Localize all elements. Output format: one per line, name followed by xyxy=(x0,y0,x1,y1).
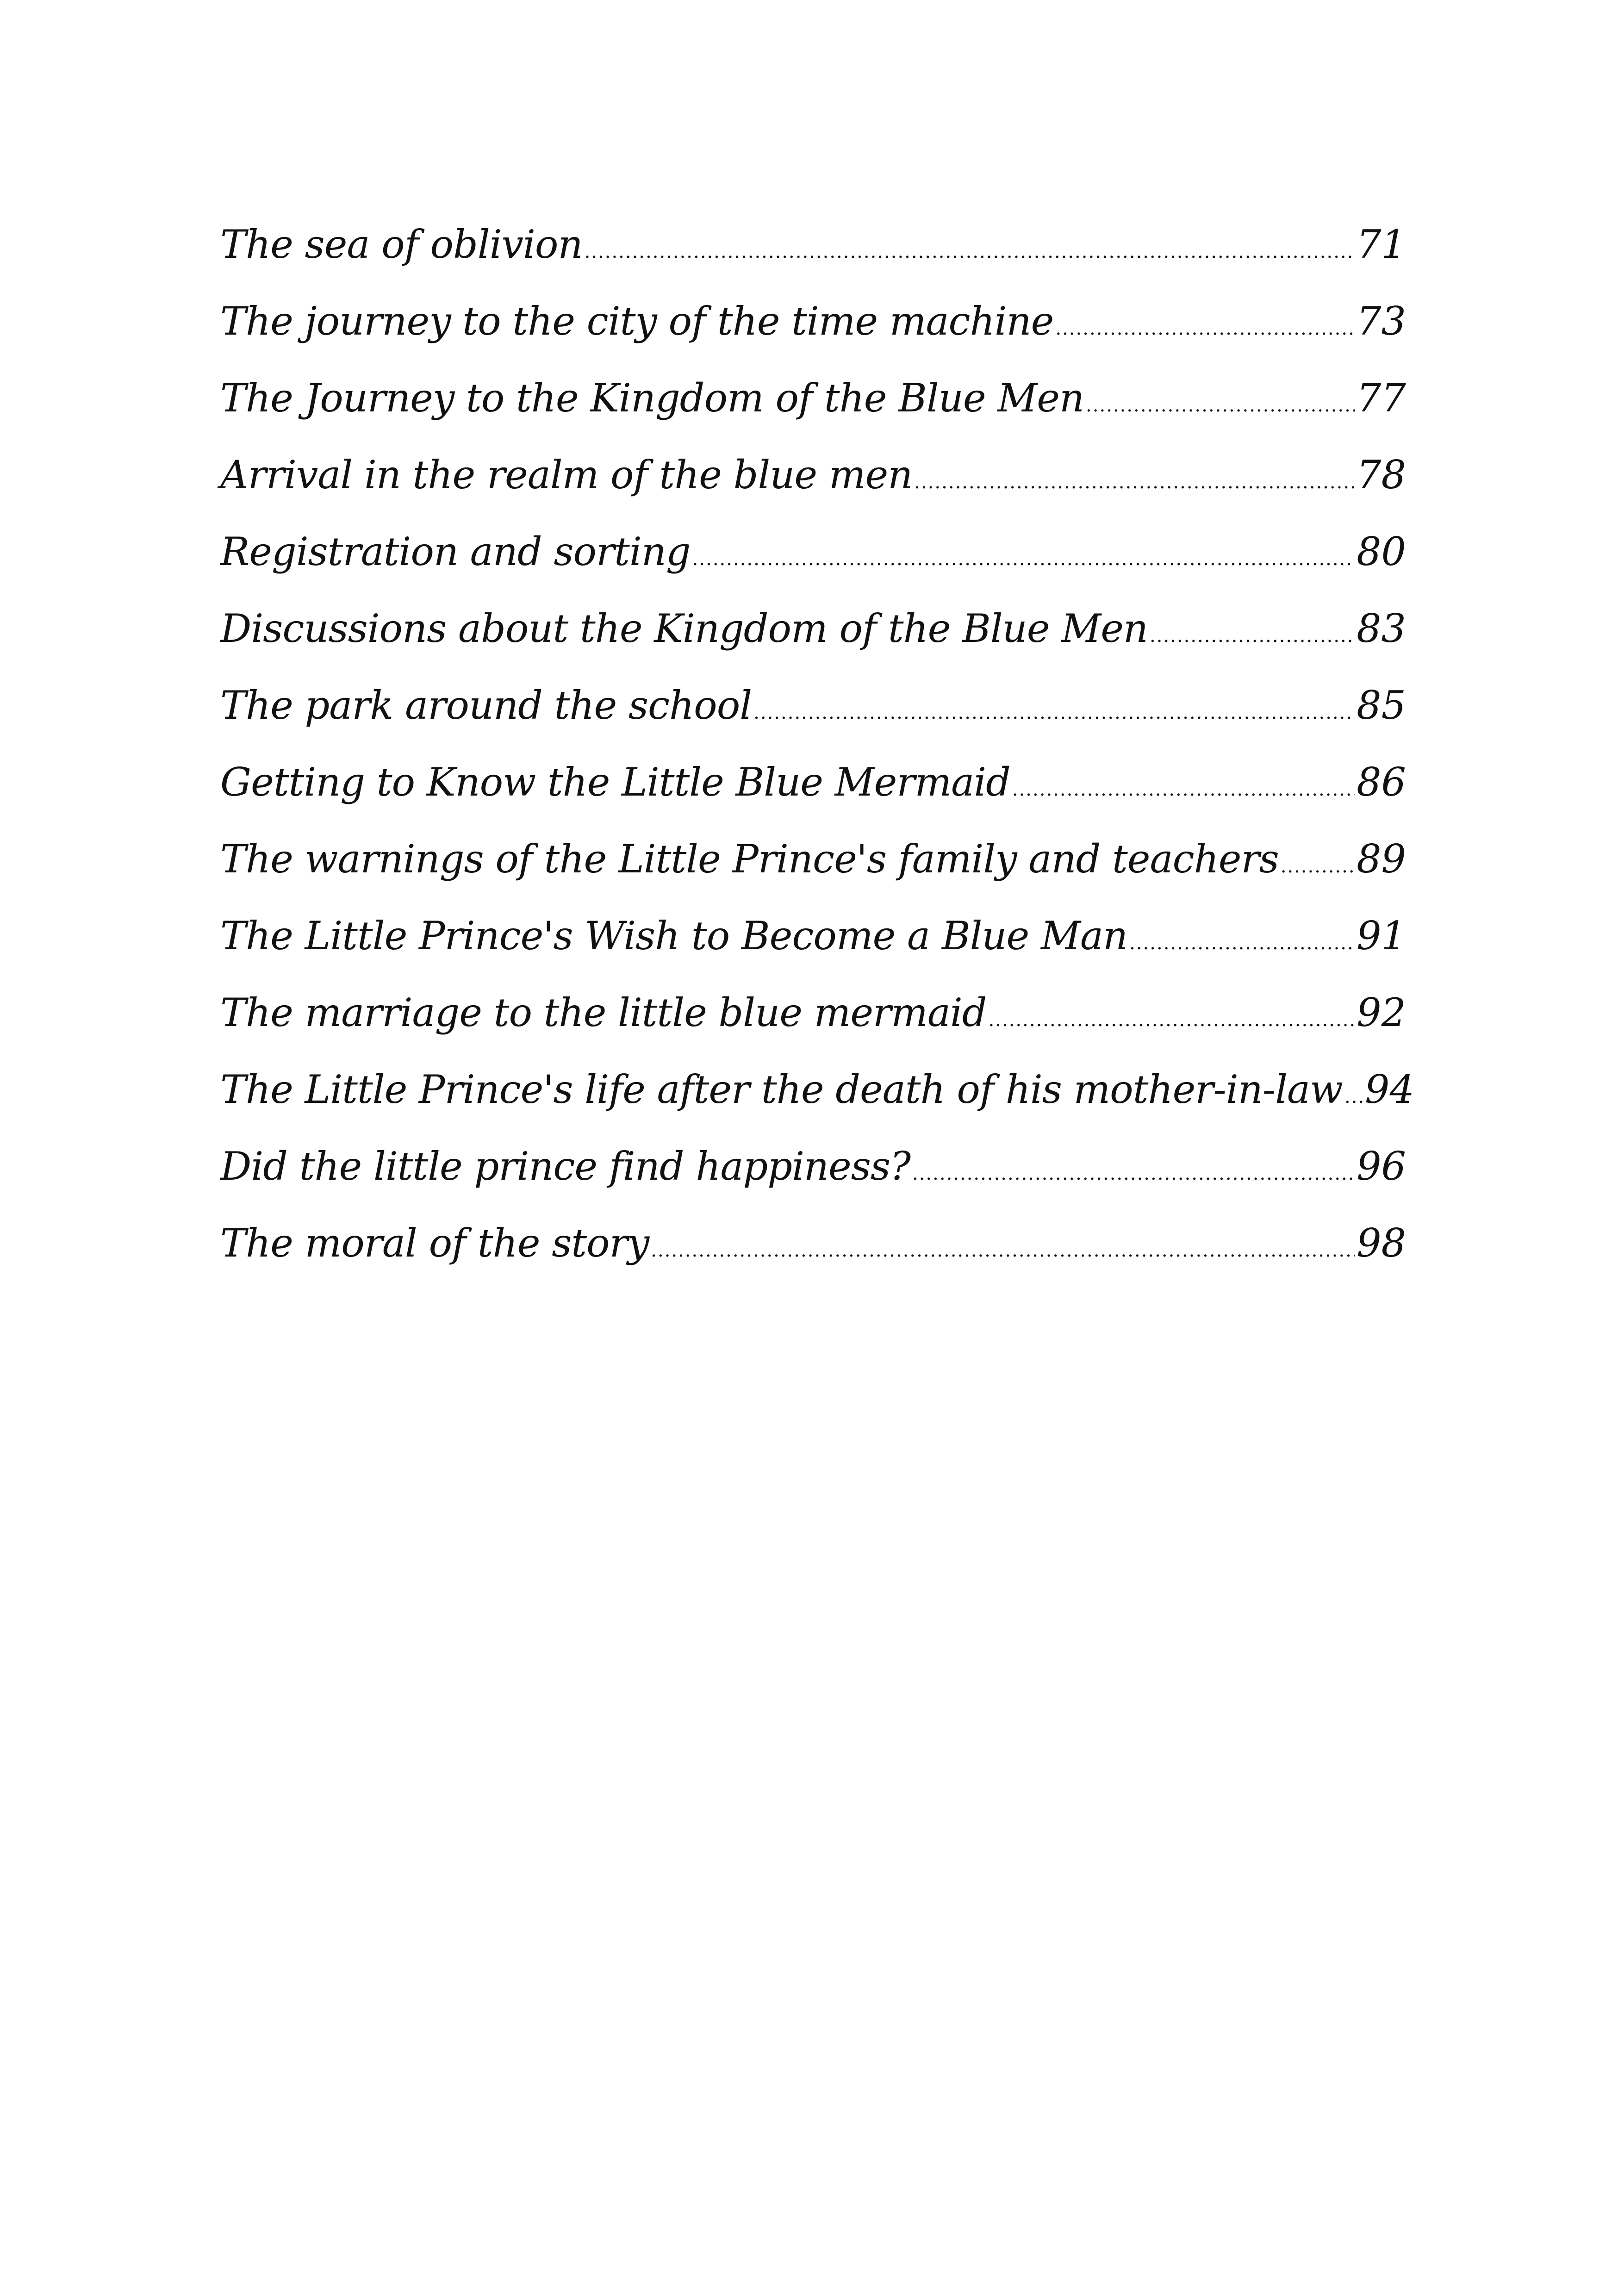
toc-entry[interactable] xyxy=(220,590,1406,667)
toc-entry[interactable] xyxy=(220,1205,1406,1282)
toc-entry[interactable] xyxy=(220,897,1406,974)
toc-entry[interactable] xyxy=(220,436,1406,513)
toc-entry-page-number: 80 xyxy=(1357,529,1406,574)
toc-entry-page-number: 86 xyxy=(1357,759,1406,805)
toc-entry[interactable] xyxy=(220,974,1406,1051)
toc-dot-leader xyxy=(989,982,1355,1058)
toc-entry-title: The Journey to the Kingdom of the Blue Men xyxy=(220,375,1084,421)
toc-entry-title: Discussions about the Kingdom of the Blue Men xyxy=(220,606,1148,651)
toc-dot-leader xyxy=(753,674,1355,751)
toc-dot-leader xyxy=(1012,751,1355,828)
toc-dot-leader xyxy=(1055,290,1355,367)
toc-entry-page-number: 94 xyxy=(1365,1067,1414,1112)
toc-entry-page-number: 83 xyxy=(1357,606,1406,651)
toc-entry[interactable] xyxy=(220,1128,1406,1205)
toc-entry-title: The moral of the story xyxy=(220,1220,649,1266)
toc-entry-page-number: 73 xyxy=(1357,299,1406,344)
toc-entry[interactable] xyxy=(220,513,1406,590)
toc-entry-page-number: 85 xyxy=(1357,683,1406,728)
toc-dot-leader xyxy=(692,521,1355,597)
toc-entry-page-number: 89 xyxy=(1357,836,1406,882)
toc-entry-title: The journey to the city of the time machine xyxy=(220,299,1054,344)
toc-entry-title: Getting to Know the Little Blue Mermaid xyxy=(220,759,1010,805)
toc-entry[interactable] xyxy=(220,206,1406,283)
toc-entry-title: The warnings of the Little Prince's family and teachers xyxy=(220,836,1279,882)
toc-entry-page-number: 92 xyxy=(1357,990,1406,1035)
toc-dot-leader xyxy=(1344,1058,1363,1135)
toc-entry-page-number: 71 xyxy=(1357,222,1406,267)
toc-entry-title: The park around the school xyxy=(220,683,752,728)
toc-dot-leader xyxy=(1086,367,1355,444)
toc-entry-page-number: 78 xyxy=(1357,452,1406,498)
toc-entry[interactable] xyxy=(220,283,1406,360)
toc-entry-title: The sea of oblivion xyxy=(220,222,583,267)
toc-entry-page-number: 98 xyxy=(1357,1220,1406,1266)
toc-dot-leader xyxy=(651,1212,1355,1289)
toc-dot-leader xyxy=(914,444,1355,521)
toc-dot-leader xyxy=(1150,597,1355,674)
toc-entry[interactable] xyxy=(220,360,1406,436)
toc-entry-page-number: 77 xyxy=(1357,375,1406,421)
table-of-contents xyxy=(220,206,1414,1282)
toc-dot-leader xyxy=(912,1135,1355,1212)
toc-entry[interactable] xyxy=(220,1051,1414,1128)
toc-dot-leader xyxy=(585,213,1355,290)
toc-dot-leader xyxy=(1129,905,1355,982)
toc-entry-title: The marriage to the little blue mermaid xyxy=(220,990,987,1035)
toc-entry-title: Did the little prince find happiness? xyxy=(220,1144,910,1189)
toc-entry-page-number: 96 xyxy=(1357,1144,1406,1189)
toc-entry-title: The Little Prince's Wish to Become a Blue Man xyxy=(220,913,1128,958)
toc-entry[interactable] xyxy=(220,821,1406,897)
toc-entry-page-number: 91 xyxy=(1357,913,1406,958)
toc-entry-title: Arrival in the realm of the blue men xyxy=(220,452,913,498)
toc-entry-title: Registration and sorting xyxy=(220,529,691,574)
toc-dot-leader xyxy=(1281,828,1355,905)
toc-entry[interactable] xyxy=(220,744,1406,821)
toc-entry-title: The Little Prince's life after the death of his mother-in-law xyxy=(220,1067,1343,1112)
toc-entry[interactable] xyxy=(220,667,1406,744)
